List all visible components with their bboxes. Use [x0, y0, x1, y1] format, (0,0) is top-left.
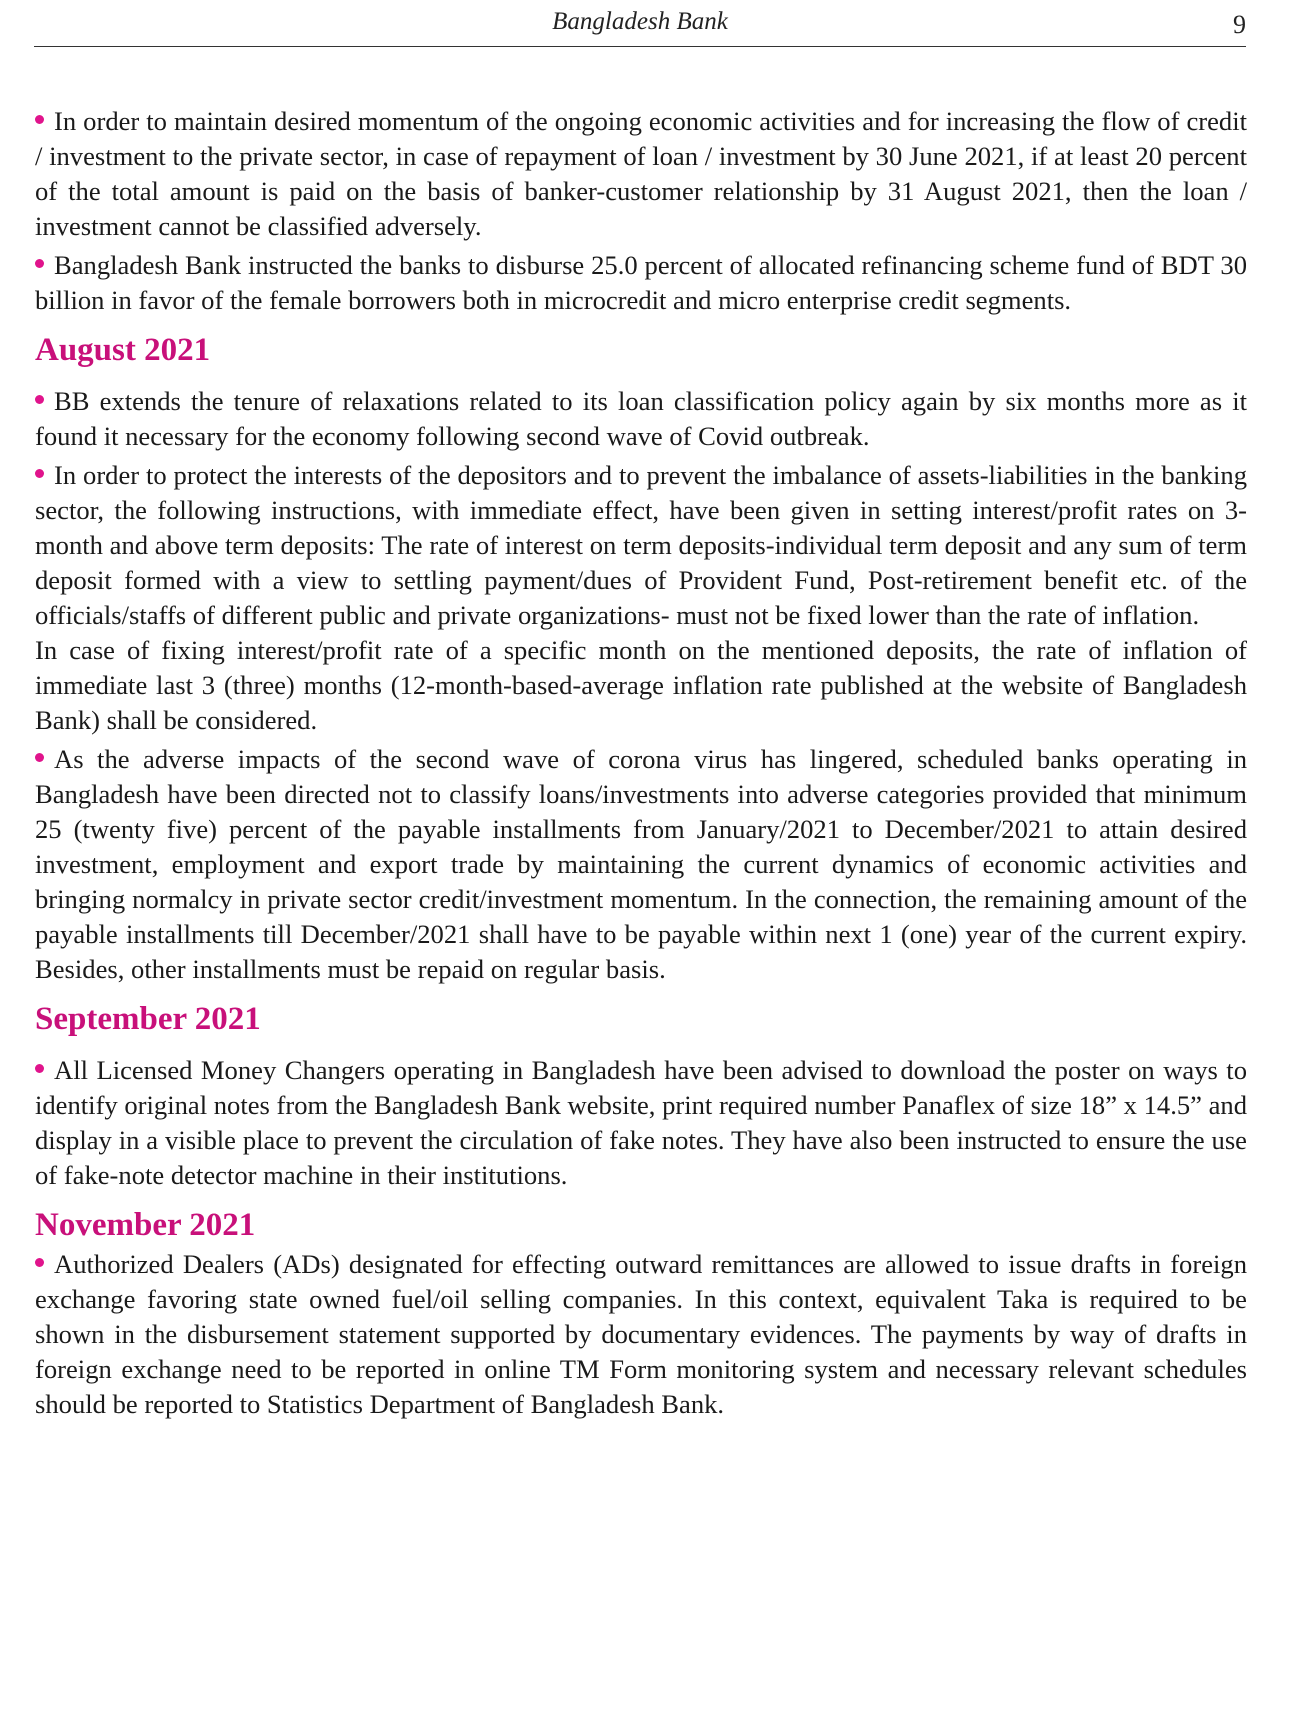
bullet-item — [35, 458, 1247, 633]
bullet-item — [35, 104, 1247, 244]
paragraph-continuation: In case of fixing interest/profit rate of a specific month on the mentioned deposits, the rate of inflation of immediate last 3 (three) months (12-month-based-average inflation rate published at the website of Bangladesh Bank) shall be considered. — [35, 635, 1247, 735]
bullet-icon — [35, 753, 44, 762]
bullet-text: All Licensed Money Changers operating in Bangladesh have been advised to download the poster on ways to identify original notes from the Bangladesh Bank website, print required number Panaflex of size 18” x 14.5” and display in a visible place to prevent the circulation of fake notes. They have also been instructed to ensure the use of fake-note detector machine in their institutions. — [35, 1055, 1247, 1190]
bullet-item — [35, 384, 1247, 454]
header-title: Bangladesh Bank — [552, 8, 728, 35]
bullet-item — [35, 1247, 1247, 1422]
bullet-text: In order to protect the interests of the depositors and to prevent the imbalance of assets-liabilities in the banking sector, the following instructions, with immediate effect, have been given in setting interest/profit rates on 3-month and above term deposits: The rate of interest on term deposits-individual term deposit and any sum of term deposit formed with a view to settling payment/dues of Provident Fund, Post-retirement benefit etc. of the officials/staffs of different public and private organizations- must not be fixed lower than the rate of inflation. — [35, 460, 1247, 630]
bullet-icon — [35, 259, 44, 268]
bullet-icon — [35, 1064, 44, 1073]
section-heading-september: September 2021 — [35, 1001, 261, 1037]
bullet-item — [35, 1053, 1247, 1193]
section-heading-august: August 2021 — [35, 332, 211, 368]
bullet-icon — [35, 395, 44, 404]
page-content — [35, 104, 1247, 1426]
bullet-icon — [35, 1258, 44, 1267]
section-heading-november: November 2021 — [35, 1207, 256, 1243]
page-header — [34, 0, 1246, 47]
bullet-icon — [35, 115, 44, 124]
bullet-text: BB extends the tenure of relaxations related to its loan classification policy again by six months more as it found it necessary for the economy following second wave of Covid outbreak. — [35, 386, 1247, 451]
bullet-text: Authorized Dealers (ADs) designated for effecting outward remittances are allowed to issue drafts in foreign exchange favoring state owned fuel/oil selling companies. In this context, equivalent Taka is required to be shown in the disbursement statement supported by documentary evidences. The payments by way of drafts in foreign exchange need to be reported in online TM Form monitoring system and necessary relevant schedules should be reported to Statistics Department of Bangladesh Bank. — [35, 1249, 1247, 1419]
page-number: 9 — [1233, 10, 1246, 39]
bullet-item — [35, 742, 1247, 987]
bullet-text: As the adverse impacts of the second wave of corona virus has lingered, scheduled banks operating in Bangladesh have been directed not to classify loans/investments into adverse categories provided that minimum 25 (twenty five) percent of the payable installments from January/2021 to December/2021 to attain desired investment, employment and export trade by maintaining the current dynamics of economic activities and bringing normalcy in private sector credit/investment momentum. In the connection, the remaining amount of the payable installments till December/2021 shall have to be payable within next 1 (one) year of the current expiry. Besides, other installments must be repaid on regular basis. — [35, 744, 1247, 984]
bullet-text: In order to maintain desired momentum of the ongoing economic activities and for increasing the flow of credit / investment to the private sector, in case of repayment of loan / investment by 30 June 2021, if at least 20 percent of the total amount is paid on the basis of banker-customer relationship by 31 August 2021, then the loan / investment cannot be classified adversely. — [35, 106, 1247, 241]
bullet-text: Bangladesh Bank instructed the banks to disburse 25.0 percent of allocated refinancing scheme fund of BDT 30 billion in favor of the female borrowers both in microcredit and micro enterprise credit segments. — [35, 250, 1247, 315]
bullet-icon — [35, 469, 44, 478]
bullet-item — [35, 248, 1247, 318]
